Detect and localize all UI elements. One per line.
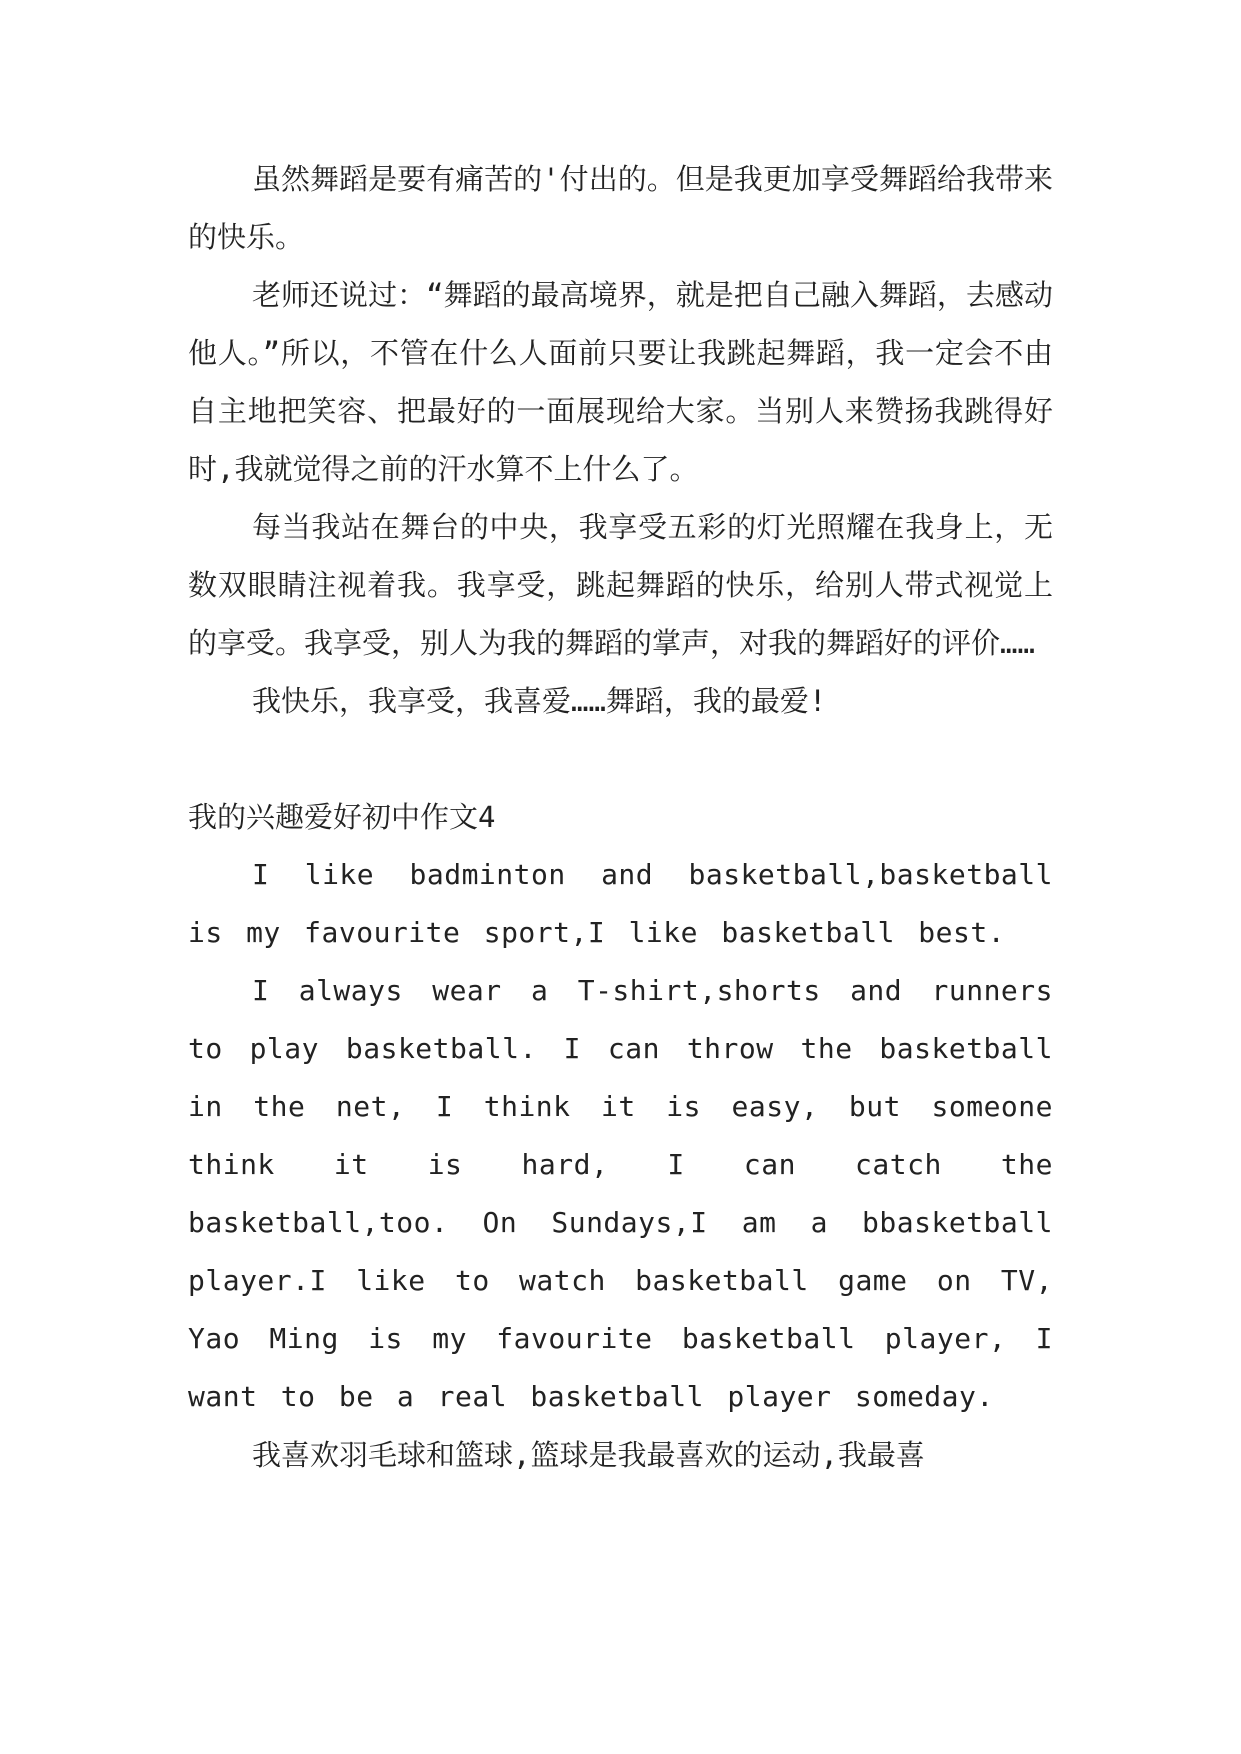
section-gap (188, 730, 1053, 788)
paragraph-stage: 每当我站在舞台的中央，我享受五彩的灯光照耀在我身上，无数双眼睛注视着我。我享受，跳起舞蹈的快乐，给别人带式视觉上的享受。我享受，别人为我的舞蹈的掌声，对我的舞蹈好的评价…… (188, 510, 1053, 660)
document-body (188, 150, 1053, 1484)
section-title: 我的兴趣爱好初中作文4 (188, 800, 496, 834)
paragraph-conclusion: 我快乐，我享受，我喜爱……舞蹈，我的最爱! (252, 684, 827, 718)
paragraph-english-body: I always wear a T-shirt,shorts and runners to play basketball. I can throw the basketball in the net, I think it is easy, but someone think it is hard, I can catch the basketball,too. On Sundays,I am a bbasketball player.I like to watch basketball game on TV, Yao Ming is my favourite basketball player, I want to be a real basketball player someday. (188, 974, 1053, 1413)
paragraph-chinese-translation: 我喜欢羽毛球和篮球,篮球是我最喜欢的运动,我最喜 (252, 1438, 925, 1472)
paragraph-dance-pain: 虽然舞蹈是要有痛苦的'付出的。但是我更加享受舞蹈给我带来的快乐。 (188, 162, 1053, 254)
paragraph-teacher-quote: 老师还说过：“舞蹈的最高境界，就是把自己融入舞蹈，去感动他人。”所以，不管在什么人面前只要让我跳起舞蹈，我一定会不由自主地把笑容、把最好的一面展现给大家。当别人来赞扬我跳得好时,我就觉得之前的汗水算不上什么了。 (188, 278, 1053, 486)
paragraph-english-intro: I like badminton and basketball,basketball is my favourite sport,I like basketball best. (188, 858, 1053, 949)
